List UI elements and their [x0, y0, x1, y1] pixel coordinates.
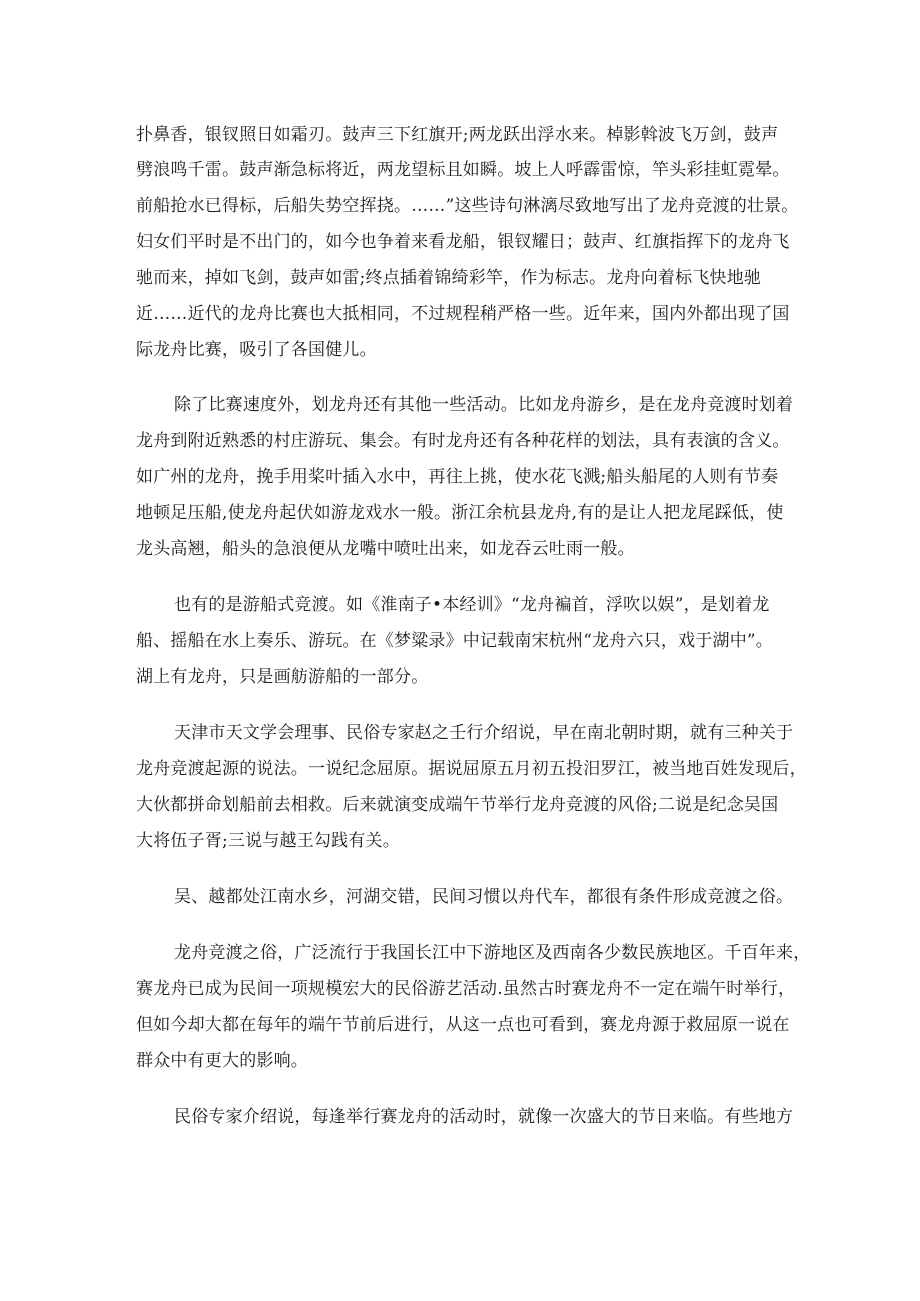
- text-line: 龙头高翘，船头的急浪便从龙嘴中喷吐出来，如龙吞云吐雨一般。: [136, 539, 635, 559]
- text-line: 驰而来，掉如飞剑，鼓声如雷;终点插着锦绮彩竿，作为标志。龙舟向着标飞快地驰: [136, 268, 762, 288]
- text-line: 湖上有龙舟，只是画舫游船的一部分。: [136, 667, 429, 687]
- text-line: 扑鼻香，银钗照日如霜刃。鼓声三下红旗开;两龙跃出浮水来。棹影斡波飞万剑，鼓声: [136, 125, 779, 145]
- text-line: 劈浪鸣千雷。鼓声渐急标将近，两龙望标且如瞬。坡上人呼霹雷惊，竿头彩挂虹霓晕。: [136, 160, 790, 180]
- text-line: 除了比赛速度外，划龙舟还有其他一些活动。比如龙舟游乡，是在龙舟竞渡时划着: [174, 395, 794, 415]
- text-line: 但如今却大都在每年的端午节前后进行，从这一点也可看到，赛龙舟源于救屈原一说在: [136, 1015, 790, 1035]
- text-line: 民俗专家介绍说，每逢举行赛龙舟的活动时，就像一次盛大的节日来临。有些地方: [174, 1107, 794, 1127]
- text-line: 大伙都拼命划船前去相救。后来就演变成端午节举行龙舟竞渡的风俗;二说是纪念吴国: [136, 795, 779, 815]
- text-line: 龙舟到附近熟悉的村庄游玩、集会。有时龙舟还有各种花样的划法，具有表演的含义。: [136, 431, 790, 451]
- text-line: 也有的是游船式竞渡。如《淮南子•本经训》“龙舟褊首，浮吹以娱”，是划着龙: [174, 595, 770, 615]
- text-line: 龙舟竞渡之俗，广泛流行于我国长江中下游地区及西南各少数民族地区。千百年来，: [174, 943, 811, 963]
- text-line: 赛龙舟已成为民间一项规模宏大的民俗游艺活动.虽然古时赛龙舟不一定在端午时举行，: [136, 979, 796, 999]
- text-line: 船、摇船在水上奏乐、游玩。在《梦粱录》中记载南宋杭州“龙舟六只，戏于湖中”。: [136, 631, 773, 651]
- text-line: 天津市天文学会理事、民俗专家赵之壬行介绍说，早在南北朝时期，就有三种关于: [174, 723, 794, 743]
- text-line: 地顿足压船,使龙舟起伏如游龙戏水一般。浙江余杭县龙舟,有的是让人把龙尾踩低，使: [136, 503, 784, 523]
- text-line: 群众中有更大的影响。: [136, 1051, 308, 1071]
- text-line: 妇女们平时是不出门的，如今也争着来看龙船，银钗耀日；鼓声、红旗指挥下的龙舟飞: [136, 232, 790, 252]
- text-line: 前船抢水已得标，后船失势空挥挠。……”这些诗句淋漓尽致地写出了龙舟竞渡的壮景。: [136, 196, 799, 216]
- text-line: 近……近代的龙舟比赛也大抵相同，不过规程稍严格一些。近年来，国内外都出现了国: [136, 304, 790, 324]
- text-line: 大将伍子胥;三说与越王勾践有关。: [136, 831, 400, 851]
- text-line: 吴、越都处江南水乡，河湖交错，民间习惯以舟代车，都很有条件形成竞渡之俗。: [174, 887, 794, 907]
- text-line: 龙舟竞渡起源的说法。一说纪念屈原。据说屈原五月初五投汨罗江，被当地百姓发现后，: [136, 759, 807, 779]
- text-line: 际龙舟比赛，吸引了各国健儿。: [136, 340, 377, 360]
- text-line: 如广州的龙舟，挽手用桨叶插入水中，再往上挑，使水花飞溅;船头船尾的人则有节奏: [136, 467, 779, 487]
